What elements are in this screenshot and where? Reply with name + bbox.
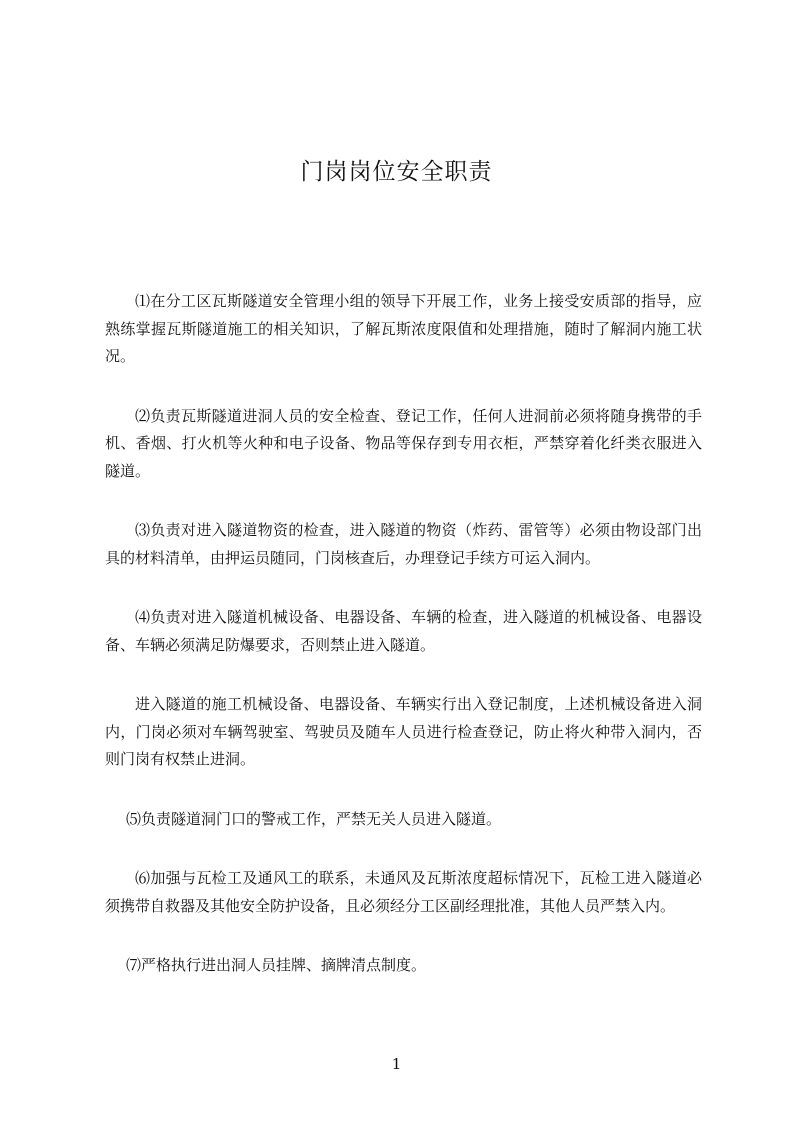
paragraph-1: ⑴在分工区瓦斯隧道安全管理小组的领导下开展工作，业务上接受安质部的指导，应熟练掌握瓦斯隧道施工的相关知识，了解瓦斯浓度限值和处理措施，随时了解洞内施工状况。 bbox=[105, 292, 702, 365]
paragraph-4-continuation: 进入隧道的施工机械设备、电器设备、车辆实行出入登记制度，上述机械设备进入洞内，门岗必须对车辆驾驶室、驾驶员及随车人员进行检查登记，防止将火种带入洞内，否则门岗有权禁止进洞。 bbox=[105, 695, 702, 768]
paragraph-4: ⑷负责对进入隧道机械设备、电器设备、车辆的检查，进入隧道的机械设备、电器设备、车辆必须满足防爆要求，否则禁止进入隧道。 bbox=[105, 608, 702, 654]
document-body bbox=[105, 288, 702, 1012]
paragraph-3: ⑶负责对进入隧道物资的检查，进入隧道的物资（炸药、雷管等）必须由物设部门出具的材料清单，由押运员随同，门岗核查后，办理登记手续方可运入洞内。 bbox=[105, 521, 702, 567]
paragraph-6: ⑹加强与瓦检工及通风工的联系，未通风及瓦斯浓度超标情况下，瓦检工进入隧道必须携带自救器及其他安全防护设备，且必须经分工区副经理批准，其他人员严禁入内。 bbox=[105, 869, 702, 915]
document-title: 门岗岗位安全职责 bbox=[300, 159, 493, 186]
page-number: 1 bbox=[391, 1055, 402, 1073]
paragraph-7: ⑺严格执行进出洞人员挂牌、摘牌清点制度。 bbox=[126, 956, 427, 974]
paragraph-5: ⑸负责隧道洞门口的警戒工作，严禁无关人员进入隧道。 bbox=[126, 809, 502, 828]
paragraph-2: ⑵负责瓦斯隧道进洞人员的安全检查、登记工作，任何人进洞前必须将随身携带的手机、香烟、打火机等火种和电子设备、物品等保存到专用衣柜，严禁穿着化纤类衣服进入隧道。 bbox=[105, 406, 702, 480]
